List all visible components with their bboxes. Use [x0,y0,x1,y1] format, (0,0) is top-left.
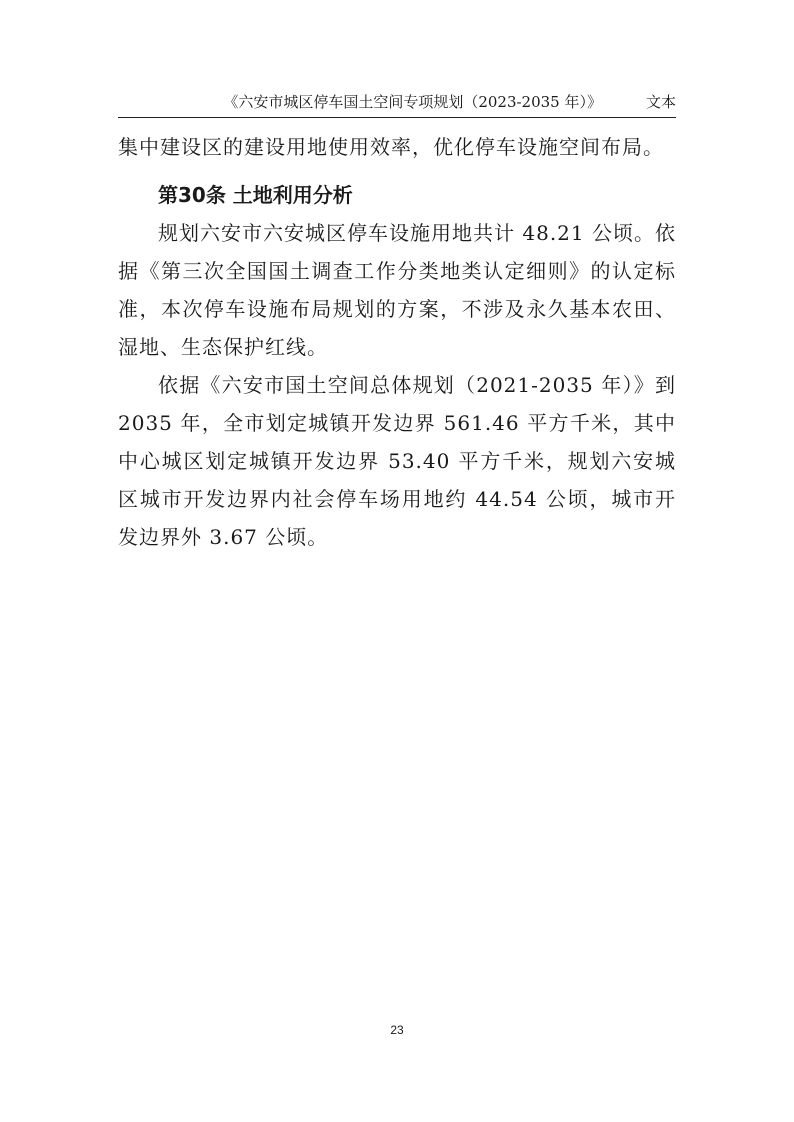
article-heading: 第30条 土地利用分析 [158,183,353,207]
continuation-paragraph: 集中建设区的建设用地使用效率，优化停车设施空间布局。 [118,135,664,159]
body-paragraph: 规划六安市六安城区停车设施用地共计 48.21 公顷。依据《第三次全国国土调查工作分类地类认定细则》的认定标准，本次停车设施布局规划的方案，不涉及永久基本农田、湿地、生态保护红线。 [118,221,676,359]
page-header [118,92,676,118]
body-paragraph: 依据《六安市国土空间总体规划（2021-2035 年）》到 2035 年，全市划定城镇开发边界 561.46 平方千米，其中中心城区划定城镇开发边界 53.40 平方千米，规划六安城区城市开发边界内社会停车场用地约 44.54 公顷，城市开发边界外 3.67 公顷。 [118,373,676,549]
header-divider [118,117,676,118]
document-body [118,128,676,556]
page-number: 23 [390,1023,404,1037]
section-label: 文本 [645,93,676,111]
document-title: 《六安市城区停车国土空间专项规划（2023-2035 年）》 [223,93,602,111]
